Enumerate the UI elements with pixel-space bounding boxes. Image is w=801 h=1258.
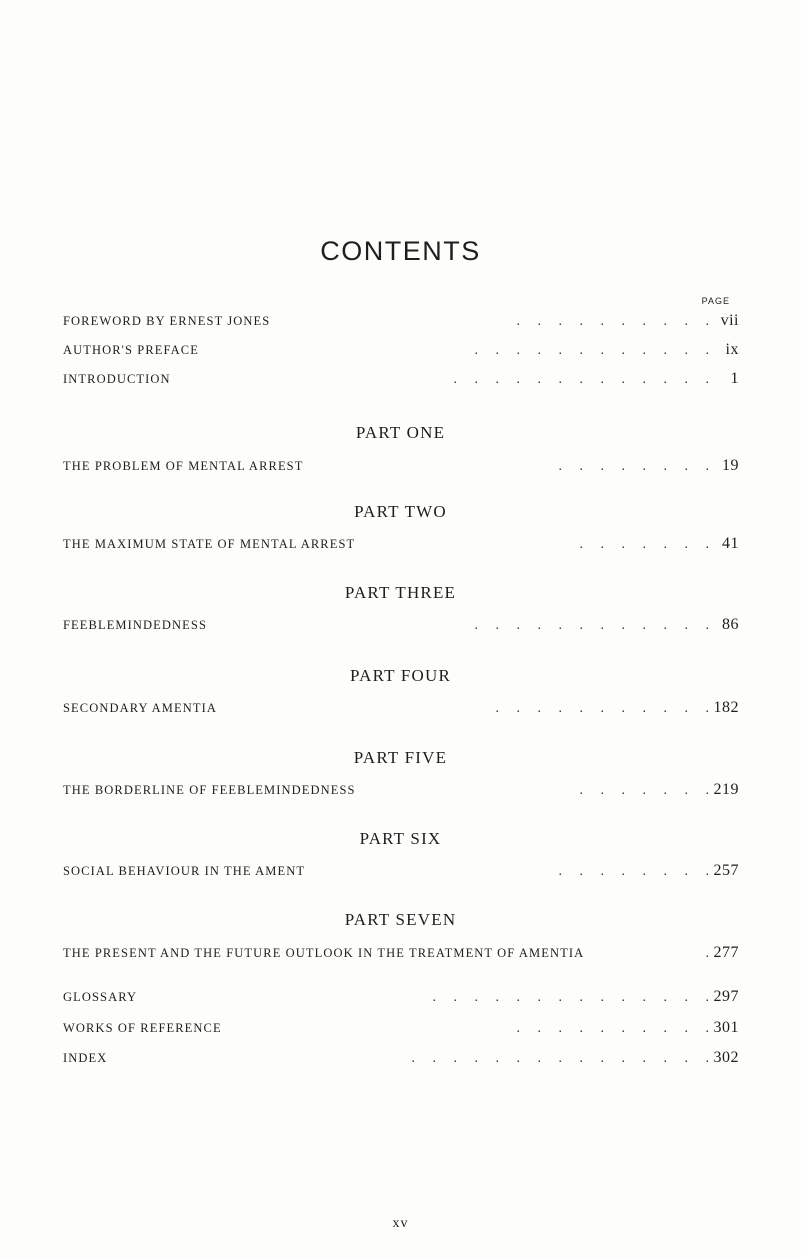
dot-leader: . . . . . . . . . . . . . . . [411, 1051, 709, 1066]
page-column-label: PAGE [701, 296, 730, 306]
toc-entry-part-three[interactable] [63, 614, 739, 636]
dot-leader: . . . . . . . . . . . . [474, 618, 709, 633]
toc-entry-page: 219 [713, 781, 739, 798]
toc-entry-page: 19 [722, 457, 739, 474]
toc-entry-label: INTRODUCTION [63, 372, 171, 386]
toc-entry-introduction[interactable] [63, 368, 739, 390]
toc-entry-label: INDEX [63, 1051, 108, 1065]
toc-entry-part-one[interactable] [63, 455, 739, 477]
part-three-heading: PART THREE [344, 583, 457, 602]
toc-entry-index[interactable] [63, 1047, 739, 1069]
part-one-heading: PART ONE [355, 423, 446, 442]
toc-entry-label: GLOSSARY [63, 990, 138, 1004]
toc-entry-page: 257 [713, 862, 739, 879]
toc-entry-authors-preface[interactable] [63, 339, 739, 361]
toc-entry-page: 86 [722, 616, 739, 633]
toc-entry-part-six[interactable] [63, 860, 739, 882]
dot-leader: . . . . . . . [579, 537, 709, 552]
toc-entry-page: 1 [730, 370, 739, 387]
dot-leader: . . . . . . . . [558, 459, 709, 474]
dot-leader: . . . . . . . . . . . . [474, 343, 709, 358]
toc-entry-page: 301 [713, 1019, 739, 1036]
toc-entry-label: THE PROBLEM OF MENTAL ARREST [63, 459, 304, 473]
dot-leader: . . . . . . . . . . [516, 314, 709, 329]
toc-entry-label: THE PRESENT AND THE FUTURE OUTLOOK IN THE TREATMENT OF AMENTIA [63, 946, 585, 960]
toc-entry-page: vii [720, 312, 739, 329]
toc-entry-page: 277 [713, 944, 739, 961]
toc-entry-label: THE BORDERLINE OF FEEBLEMINDEDNESS [63, 783, 356, 797]
toc-entry-label: WORKS OF REFERENCE [63, 1021, 222, 1035]
part-two-heading: PART TWO [354, 502, 447, 521]
toc-entry-part-seven[interactable] [63, 942, 739, 964]
part-six-heading: PART SIX [359, 829, 442, 848]
toc-entry-label: SOCIAL BEHAVIOUR IN THE AMENT [63, 864, 306, 878]
dot-leader: . . . . . . . . . . . . . [453, 372, 709, 387]
toc-entry-part-four[interactable] [63, 697, 739, 719]
toc-entry-foreword[interactable] [63, 310, 739, 332]
part-five-heading: PART FIVE [353, 748, 448, 767]
toc-entry-page: 182 [713, 699, 739, 716]
toc-entry-part-five[interactable] [63, 779, 739, 801]
toc-entry-page: ix [725, 341, 739, 358]
dot-leader: . . . . . . . . . . . . . . [432, 990, 709, 1005]
dot-leader: . . . . . . . [579, 783, 709, 798]
toc-entry-label: FOREWORD BY ERNEST JONES [63, 314, 271, 328]
part-seven-heading: PART SEVEN [344, 910, 457, 929]
dot-leader: . . . . . . . . [558, 864, 709, 879]
dot-leader: . . . . . . . . . . . [495, 701, 709, 716]
page-title: CONTENTS [320, 236, 481, 266]
toc-entry-page: 302 [713, 1049, 739, 1066]
toc-entry-label: THE MAXIMUM STATE OF MENTAL ARREST [63, 537, 356, 551]
toc-entry-label: AUTHOR'S PREFACE [63, 343, 199, 357]
toc-entry-label: FEEBLEMINDEDNESS [63, 618, 207, 632]
toc-entry-works-of-reference[interactable] [63, 1017, 739, 1039]
toc-entry-label: SECONDARY AMENTIA [63, 701, 218, 715]
part-four-heading: PART FOUR [350, 666, 451, 685]
toc-entry-page: 297 [713, 988, 739, 1005]
page-folio: xv [392, 1216, 409, 1231]
dot-leader: . [705, 946, 709, 961]
toc-entry-glossary[interactable] [63, 986, 739, 1008]
toc-entry-part-two[interactable] [63, 533, 739, 555]
dot-leader: . . . . . . . . . . [516, 1021, 709, 1036]
toc-entry-page: 41 [722, 535, 739, 552]
